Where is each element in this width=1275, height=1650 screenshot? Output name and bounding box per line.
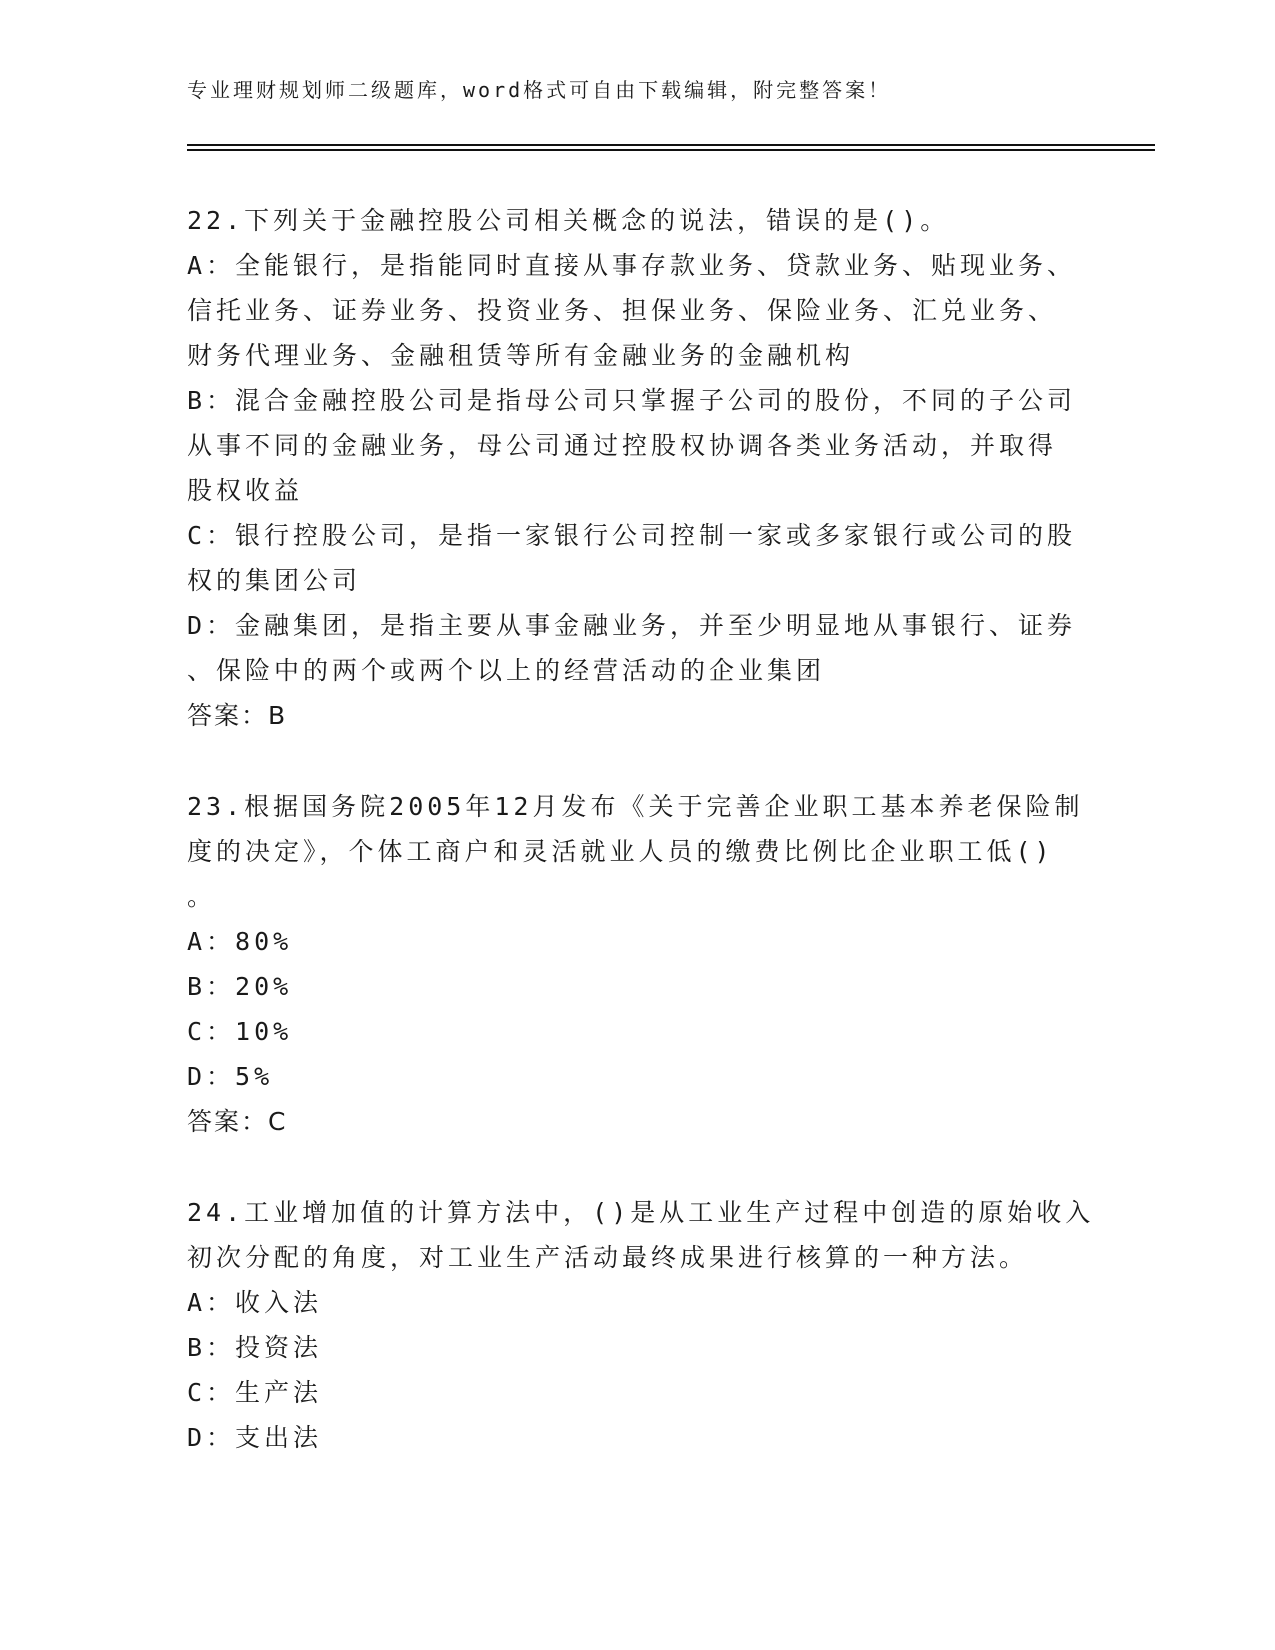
option-d: D：金融集团，是指主要从事金融业务，并至少明显地从事银行、证券 [187,611,1077,640]
option-a-continued: 财务代理业务、金融租赁等所有金融业务的金融机构 [187,341,855,370]
question-24 [187,1190,1095,1460]
question-spacer [187,1144,1087,1190]
option-a-continued: 信托业务、证券业务、投资业务、担保业务、保险业务、汇兑业务、 [187,296,1058,325]
option-b-continued: 从事不同的金融业务，母公司通过控股权协调各类业务活动，并取得 [187,431,1058,460]
option-a: A：80% [187,927,293,956]
option-a: A：全能银行，是指能同时直接从事存款业务、贷款业务、贴现业务、 [187,251,1077,280]
question-22 [187,198,1087,738]
question-stem-continued: 度的决定》，个体工商户和灵活就业人员的缴费比例比企业职工低() [187,837,1054,866]
answer-line: 答案：C [187,1107,288,1136]
option-d-continued: 、保险中的两个或两个以上的经营活动的企业集团 [187,656,826,685]
option-b: B：20% [187,972,293,1001]
question-stem: 23.根据国务院2005年12月发布《关于完善企业职工基本养老保险制 [187,792,1084,821]
answer-line: 答案：B [187,701,288,730]
option-c: C：银行控股公司，是指一家银行公司控制一家或多家银行或公司的股 [187,521,1077,550]
header-divider [187,144,1155,151]
option-b: B：混合金融控股公司是指母公司只掌握子公司的股份，不同的子公司 [187,386,1077,415]
question-stem-continued: 。 [187,882,217,911]
question-spacer [187,738,1087,784]
question-stem-continued: 初次分配的角度，对工业生产活动最终成果进行核算的一种方法。 [187,1243,1029,1272]
question-stem: 22.下列关于金融控股公司相关概念的说法，错误的是()。 [187,206,950,235]
page-header: 专业理财规划师二级题库，word格式可自由下载编辑，附完整答案！ [187,78,892,102]
option-c-continued: 权的集团公司 [187,566,362,595]
option-c: C：生产法 [187,1378,323,1407]
question-list [187,198,1095,1460]
option-c: C：10% [187,1017,293,1046]
option-d: D：5% [187,1062,274,1091]
option-a: A：收入法 [187,1288,323,1317]
option-b: B：投资法 [187,1333,323,1362]
option-b-continued: 股权收益 [187,476,304,505]
question-stem: 24.工业增加值的计算方法中，()是从工业生产过程中创造的原始收入 [187,1198,1095,1227]
option-d: D：支出法 [187,1423,323,1452]
question-23 [187,784,1087,1144]
